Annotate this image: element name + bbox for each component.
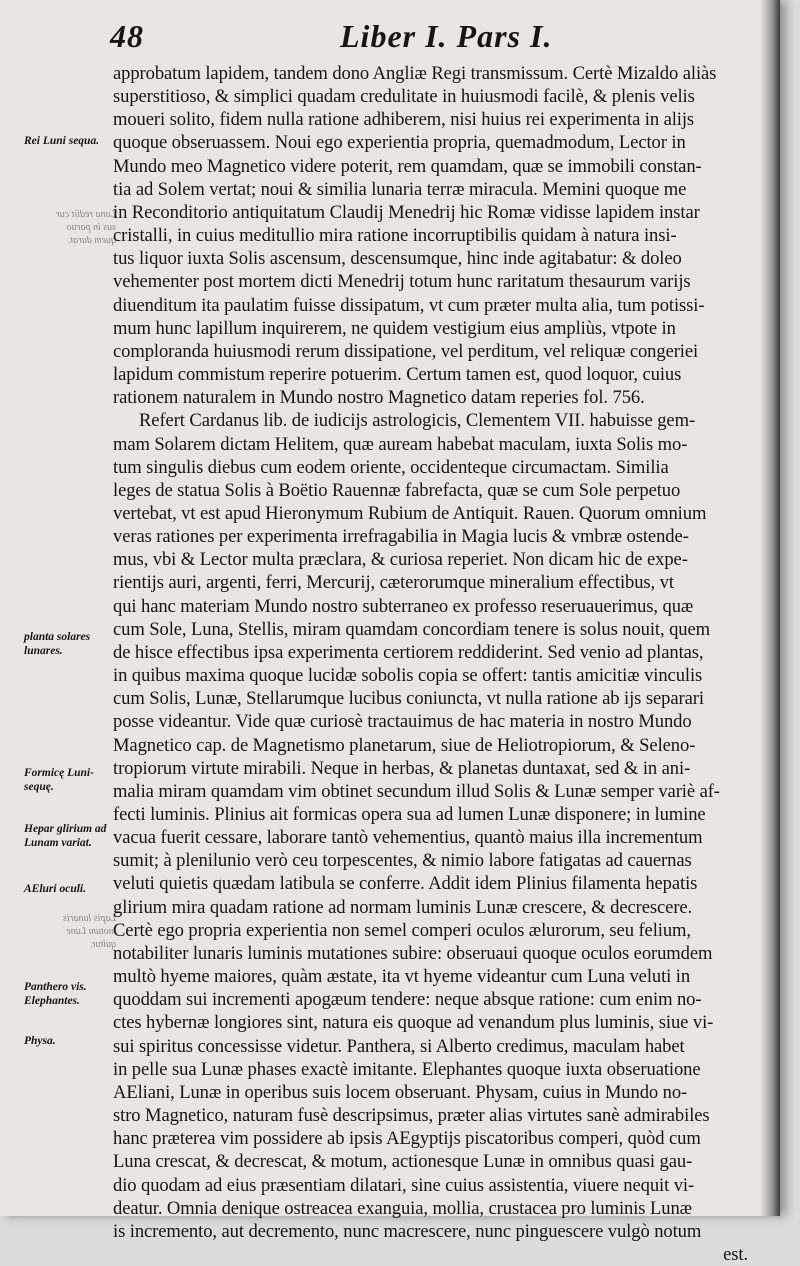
text-line: Magnetico cap. de Magnetismo planetarum, siue de Heliotropiorum, & Seleno-	[113, 734, 696, 756]
text-line: cum Solis, Lunæ, Stellarumque lucibus coniuncta, vt nulla ratione ab ijs separari	[113, 688, 704, 710]
text-line: rientijs auri, argenti, ferri, Mercurij, cæterorumque mineralium effectibus, vt	[113, 572, 674, 594]
text-line: vehementer post mortem dicti Menedrij totum hunc raritatum thesaurum varijs	[113, 271, 691, 293]
bleed-through-text: Lapis lunaris motum Lune quitur.	[62, 913, 116, 950]
text-line: cristalli, in cuius meditullio mira ratione incorruptibilis quidam à natura insi-	[113, 225, 677, 247]
text-line: deatur. Omnia denique ostreacea exanguia, mollia, crustacea pro luminis Lunæ	[113, 1197, 692, 1219]
margin-note: Panthero vis. Elephantes.	[24, 981, 87, 1007]
text-line: in quibus maxima quoque lucidæ sobolis copia se offert: tantis amicitiæ vinculis	[113, 665, 703, 687]
text-line: in pelle sua Lunæ phases exactè imitante. Elephantes quoque iuxta obseruatione	[113, 1058, 701, 1080]
body-text	[113, 62, 768, 1266]
page-header	[110, 18, 750, 58]
text-line: rationem naturalem in Mundo nostro Magnetico datam reperies fol. 756.	[113, 387, 645, 409]
text-line: lapidum commistum reperire potuerim. Certum tamen est, quod loquor, cuius	[113, 364, 682, 386]
text-line: mus, vbi & Lector multa præclara, & curiosa reperiet. Non dicam hic de expe-	[113, 549, 688, 571]
text-line: hanc præterea vim possidere ab ipsis AEgyptijs piscatoribus comperi, quòd cum	[113, 1128, 701, 1150]
running-head: Liber I. Pars I.	[340, 18, 553, 54]
text-line: Mundo meo Magnetico videre poterit, rem quamdam, quæ se immobili constan-	[113, 155, 702, 177]
text-line: Luna crescat, & decrescat, & motum, actionesque Lunæ in omnibus quasi gau-	[113, 1151, 693, 1173]
page-number: 48	[110, 18, 144, 54]
text-line: is incremento, aut decremento, nunc macrescere, nunc pinguescere vulgò notum	[113, 1220, 702, 1242]
margin-note: Rei Luni sequa.	[24, 135, 100, 147]
text-line: posse videantur. Vide quæ curiosè tractauimus de hac materia in nostro Mundo	[113, 711, 692, 733]
text-line: approbatum lapidem, tandem dono Angliæ Regi transmissum. Certè Mizaldo aliàs	[113, 63, 717, 84]
text-line: tum singulis diebus cum eodem oriente, occidenteque circumactam. Similia	[113, 456, 669, 478]
margin-note: Formicę Luni-sequę.	[24, 767, 94, 793]
text-line: mum hunc lapillum inquirerem, ne quidem vestigium eius ampliùs, vtpote in	[113, 317, 676, 339]
text-line: quoque obseruassem. Noui ego experientia propria, quemadmodum, Lector in	[113, 132, 686, 154]
text-line: superstitioso, & simplici quadam credulitate in huiusmodi facilè, & plenis velis	[113, 86, 695, 108]
margin-note: planta solares lunares.	[24, 631, 91, 657]
text-line: comploranda huiusmodi rerum dissipatione, vel perditum, vel reliquæ congeriei	[113, 340, 699, 362]
text-line: glirium mira quadam ratione ad normam luminis Lunæ crescere, & decrescere.	[113, 896, 693, 918]
margin-note: Physa.	[24, 1035, 56, 1047]
text-line: veluti quietis quædam latibula se conferre. Addit idem Plinius filamenta hepatis	[113, 873, 698, 895]
text-line: malia miram quamdam vim obtinet secundum illud Solis & Lunæ semper variè af-	[113, 780, 720, 802]
text-line: vacua fuerit cessare, laborare tantò vehementius, quantò maius illa incrementum	[113, 827, 703, 849]
text-line: est.	[723, 1243, 748, 1265]
margin-note: AEluri oculi.	[24, 883, 86, 895]
text-line: de hisce effectibus ipsa experimenta certiorem reddiderint. Sed venio ad plantas,	[113, 641, 704, 663]
text-line: leges de statua Solis à Boëtio Rauennæ fabrefacta, quæ se cum Sole perpetuo	[113, 479, 681, 501]
text-line: sui spiritus concessisse videtur. Panthera, si Alberto credimus, maculam habet	[113, 1035, 685, 1057]
text-line: stro Magnetico, naturam fusè descripsimus, præter alias virtutes sanè admirabiles	[113, 1105, 710, 1127]
margin-note: Hepar glirium ad Lunam variat.	[24, 823, 107, 849]
text-line: notabiliter lunaris luminis mutationes subire: obseruaui quoque oculos eorumdem	[113, 942, 713, 964]
text-line: Refert Cardanus lib. de iudicijs astrologicis, Clementem VII. habuisse gem-	[139, 410, 696, 432]
text-line: in Reconditorio antiquitatum Claudij Menedrij hic Romæ vidisse lapidem instar	[113, 201, 700, 223]
text-line: tus liquor iuxta Solis ascensum, descensumque, hinc inde agitabatur: & doleo	[113, 248, 682, 270]
text-line: vertebat, vt est apud Hieronymum Rubium de Antiquit. Rauen. Quorum omnium	[113, 502, 707, 524]
text-line: moueri solito, fidem nulla ratione adhiberem, nisi huius rei experimenta in alijs	[113, 109, 695, 131]
text-line: ctes hybernæ longiores sint, natura eis quoque ad venandum plus luminis, siue vi-	[113, 1012, 714, 1034]
text-line: mam Solarem dictam Helitem, quæ auream habebat maculam, iuxta Solis mo-	[113, 433, 688, 455]
bleed-through-text: Luna rediit cur sus in paruo quem durat.	[55, 209, 116, 246]
text-line: diuenditum ita paulatim fuisse dissipatum, vt cum præter multa alia, tum potissi-	[113, 294, 705, 316]
text-line: sumit; à plenilunio verò ceu torpescentes, & nimio labore fatigatas ad cauernas	[113, 850, 692, 872]
text-line: cum Sole, Luna, Stellis, miram quamdam concordiam tenere is solus nouit, quem	[113, 618, 710, 640]
text-line: AEliani, Lunæ in operibus suis locem obseruant. Physam, cuius in Mundo no-	[113, 1081, 688, 1103]
text-line: multò hyeme maiores, quàm æstate, ita vt hyeme videantur cum Luna veluti in	[113, 966, 691, 988]
text-line: qui hanc materiam Mundo nostro subterraneo ex professo reseruauerimus, quæ	[113, 595, 694, 617]
text-line: fecti luminis. Plinius ait formicas opera sua ad lumen Lunæ disponere; in lumine	[113, 804, 706, 825]
text-line: veras rationes per experimenta irrefragabilia in Magia lucis & vmbræ ostende-	[113, 526, 689, 548]
text-line: tia ad Solem vertat; noui & similia lunaria terræ miracula. Memini quoque me	[113, 178, 687, 200]
text-line: dio quodam ad eius præsentiam dilatari, sine cuius assistentia, viuere nequit vi-	[113, 1174, 695, 1196]
text-line: Certè ego propria experientia non semel comperi oculos ælurorum, seu felium,	[113, 919, 691, 941]
text-line: quoddam sui incrementi apogæum tendere: neque absque ratione: cum enim no-	[113, 989, 702, 1011]
text-line: tropiorum virtute mirabili. Neque in herbas, & planetas duntaxat, sed & in ani-	[113, 757, 691, 779]
